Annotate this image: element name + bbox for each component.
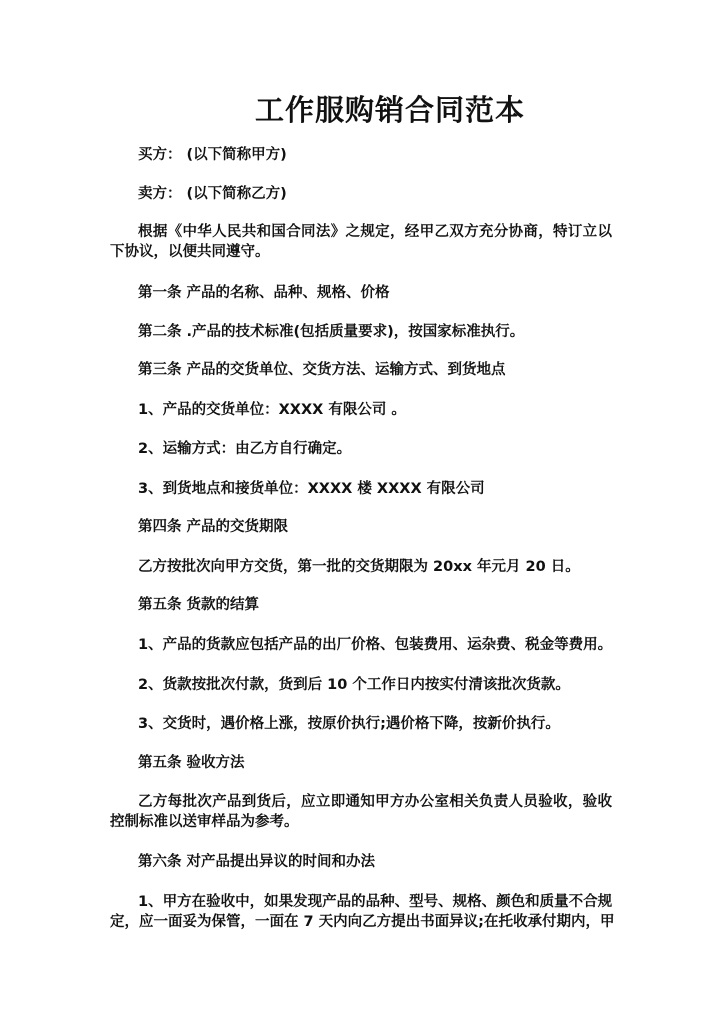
article-5b-title: 第五条 验收方法: [138, 755, 245, 771]
article-3-item-3: 3、到货地点和接货单位：XXXX 楼 XXXX 有限公司: [138, 481, 485, 497]
document-title: 工作服购销合同范本: [254, 93, 525, 127]
article-4-title: 第四条 产品的交货期限: [138, 519, 289, 535]
article-5b-line-2: 控制标准以送审样品为参考。: [110, 814, 299, 830]
article-5-item-1: 1、产品的货款应包括产品的出厂价格、包装费用、运杂费、税金等费用。: [138, 637, 613, 653]
article-3-item-1: 1、产品的交货单位：XXXX 有限公司 。: [138, 402, 406, 418]
article-5-item-3: 3、交货时，遇价格上涨，按原价执行;遇价格下降，按新价执行。: [138, 716, 560, 732]
preamble-line-2: 下协议，以便共同遵守。: [110, 244, 270, 260]
article-6-title: 第六条 对产品提出异议的时间和办法: [138, 854, 376, 870]
article-1-title: 第一条 产品的名称、品种、规格、价格: [138, 285, 390, 301]
article-4-text: 乙方按批次向甲方交货，第一批的交货期限为 20xx 年元月 20 日。: [138, 559, 580, 575]
article-3-item-2: 2、运输方式：由乙方自行确定。: [138, 441, 352, 457]
article-2-title: 第二条 .产品的技术标准(包括质量要求)，按国家标准执行。: [138, 324, 525, 340]
preamble-line-1: 根据《中华人民共和国合同法》之规定，经甲乙双方充分协商，特订立以: [138, 224, 612, 240]
article-5-item-2: 2、货款按批次付款，货到后 10 个工作日内按实付清该批次货款。: [138, 677, 570, 693]
buyer-line: 买方： (以下简称甲方): [138, 147, 287, 163]
article-3-title: 第三条 产品的交货单位、交货方法、运输方式、到货地点: [138, 362, 506, 378]
seller-line: 卖方： (以下简称乙方): [138, 186, 287, 202]
article-5-title: 第五条 货款的结算: [138, 597, 260, 613]
article-5b-line-1: 乙方每批次产品到货后，应立即通知甲方办公室相关负责人员验收，验收: [138, 794, 612, 810]
article-6-item-1-line-1: 1、甲方在验收中，如果发现产品的品种、型号、规格、颜色和质量不合规: [138, 894, 613, 910]
article-6-item-1-line-2: 定，应一面妥为保管，一面在 7 天内向乙方提出书面异议;在托收承付期内，甲: [110, 914, 615, 930]
